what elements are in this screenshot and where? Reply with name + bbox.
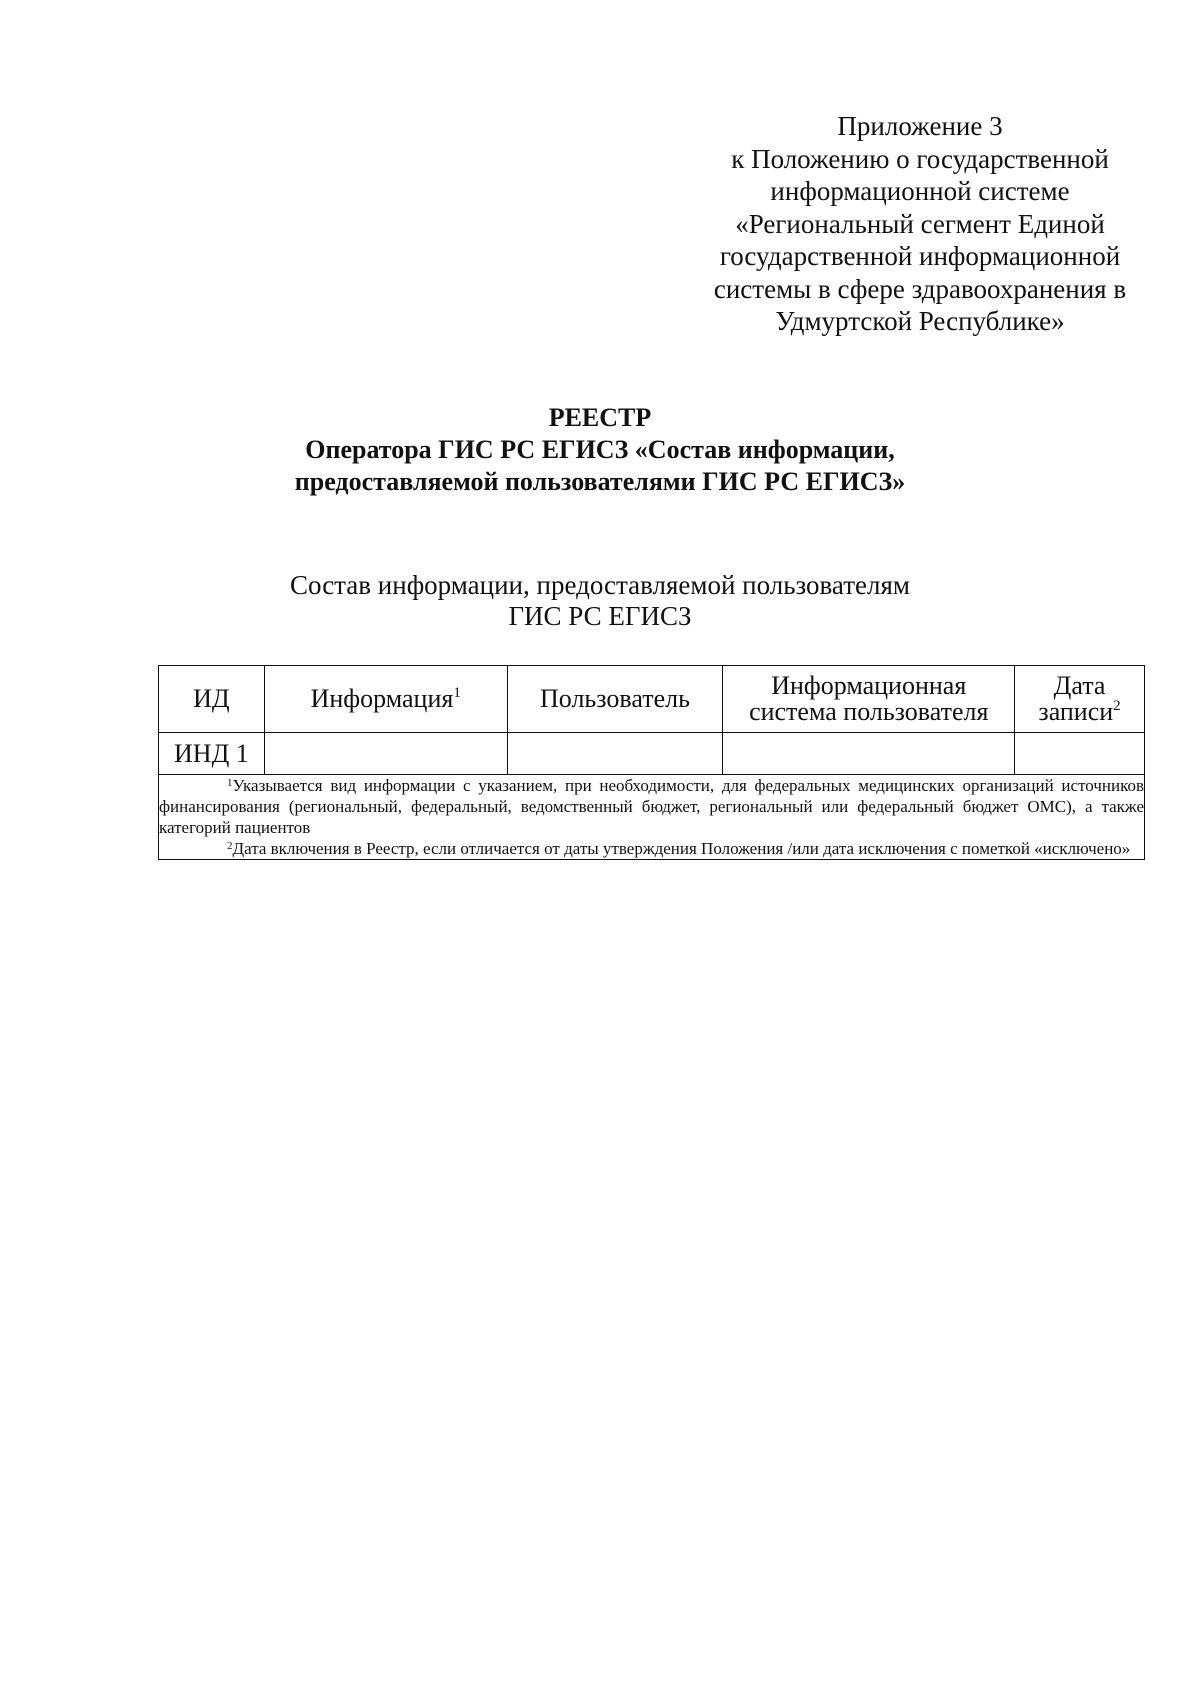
appendix-line: Удмуртской Республике» <box>775 306 1065 336</box>
footnotes-row <box>159 775 1145 860</box>
appendix-line: Приложение 3 <box>837 111 1003 141</box>
cell-user <box>507 733 723 775</box>
footnote-2: $^2$Дата включения в Реестр, если отличается от даты утверждения Положения /или дата исключения с пометкой «исключено» <box>227 839 1131 858</box>
footnote-1: $^1$Указывается вид информации с указанием, при необходимости, для федеральных медицинских организаций источников финансирования (региональный, федеральный, ведомственный бюджет, региональный или федеральный бюджет ОМС), а также категорий пациентов <box>159 776 1144 837</box>
heading-line: Оператора ГИС РС ЕГИСЗ «Состав информации, <box>305 435 895 464</box>
footnotes-cell <box>159 775 1145 860</box>
table-row <box>159 733 1145 775</box>
appendix-line: «Региональный сегмент Единой <box>735 208 1105 239</box>
heading-line: предоставляемой пользователями ГИС РС ЕГИСЗ» <box>294 467 906 496</box>
appendix-caption <box>660 110 1180 338</box>
column-header-id: ИД <box>159 666 265 733</box>
cell-info <box>264 733 507 775</box>
appendix-line: государственной информационной <box>719 241 1121 271</box>
caption-line: Состав информации, предоставляемой пользователям <box>290 570 910 600</box>
footnote-ref: 1 <box>453 685 461 701</box>
footnote-ref: 2 <box>1113 698 1121 714</box>
column-header-info: Информация$^1$ <box>264 666 507 733</box>
caption-line: ГИС РС ЕГИСЗ <box>508 601 692 631</box>
appendix-line: к Положению о государственной <box>731 143 1109 174</box>
registry-table <box>158 665 1145 860</box>
cell-date <box>1015 733 1145 775</box>
heading-title: РЕЕСТР <box>548 403 652 432</box>
appendix-line: системы в сфере здравоохранения в <box>713 273 1127 304</box>
column-header-user: Пользователь <box>507 666 723 733</box>
cell-system <box>723 733 1015 775</box>
registry-heading <box>0 402 1200 498</box>
cell-id: ИНД 1 <box>159 733 265 775</box>
column-header-date: Дата записи$^2$ <box>1015 666 1145 733</box>
column-header-system: Информационная система пользователя <box>723 666 1015 733</box>
appendix-line: информационной системе <box>770 176 1070 206</box>
table-caption <box>0 570 1200 632</box>
table-header-row <box>159 666 1145 733</box>
